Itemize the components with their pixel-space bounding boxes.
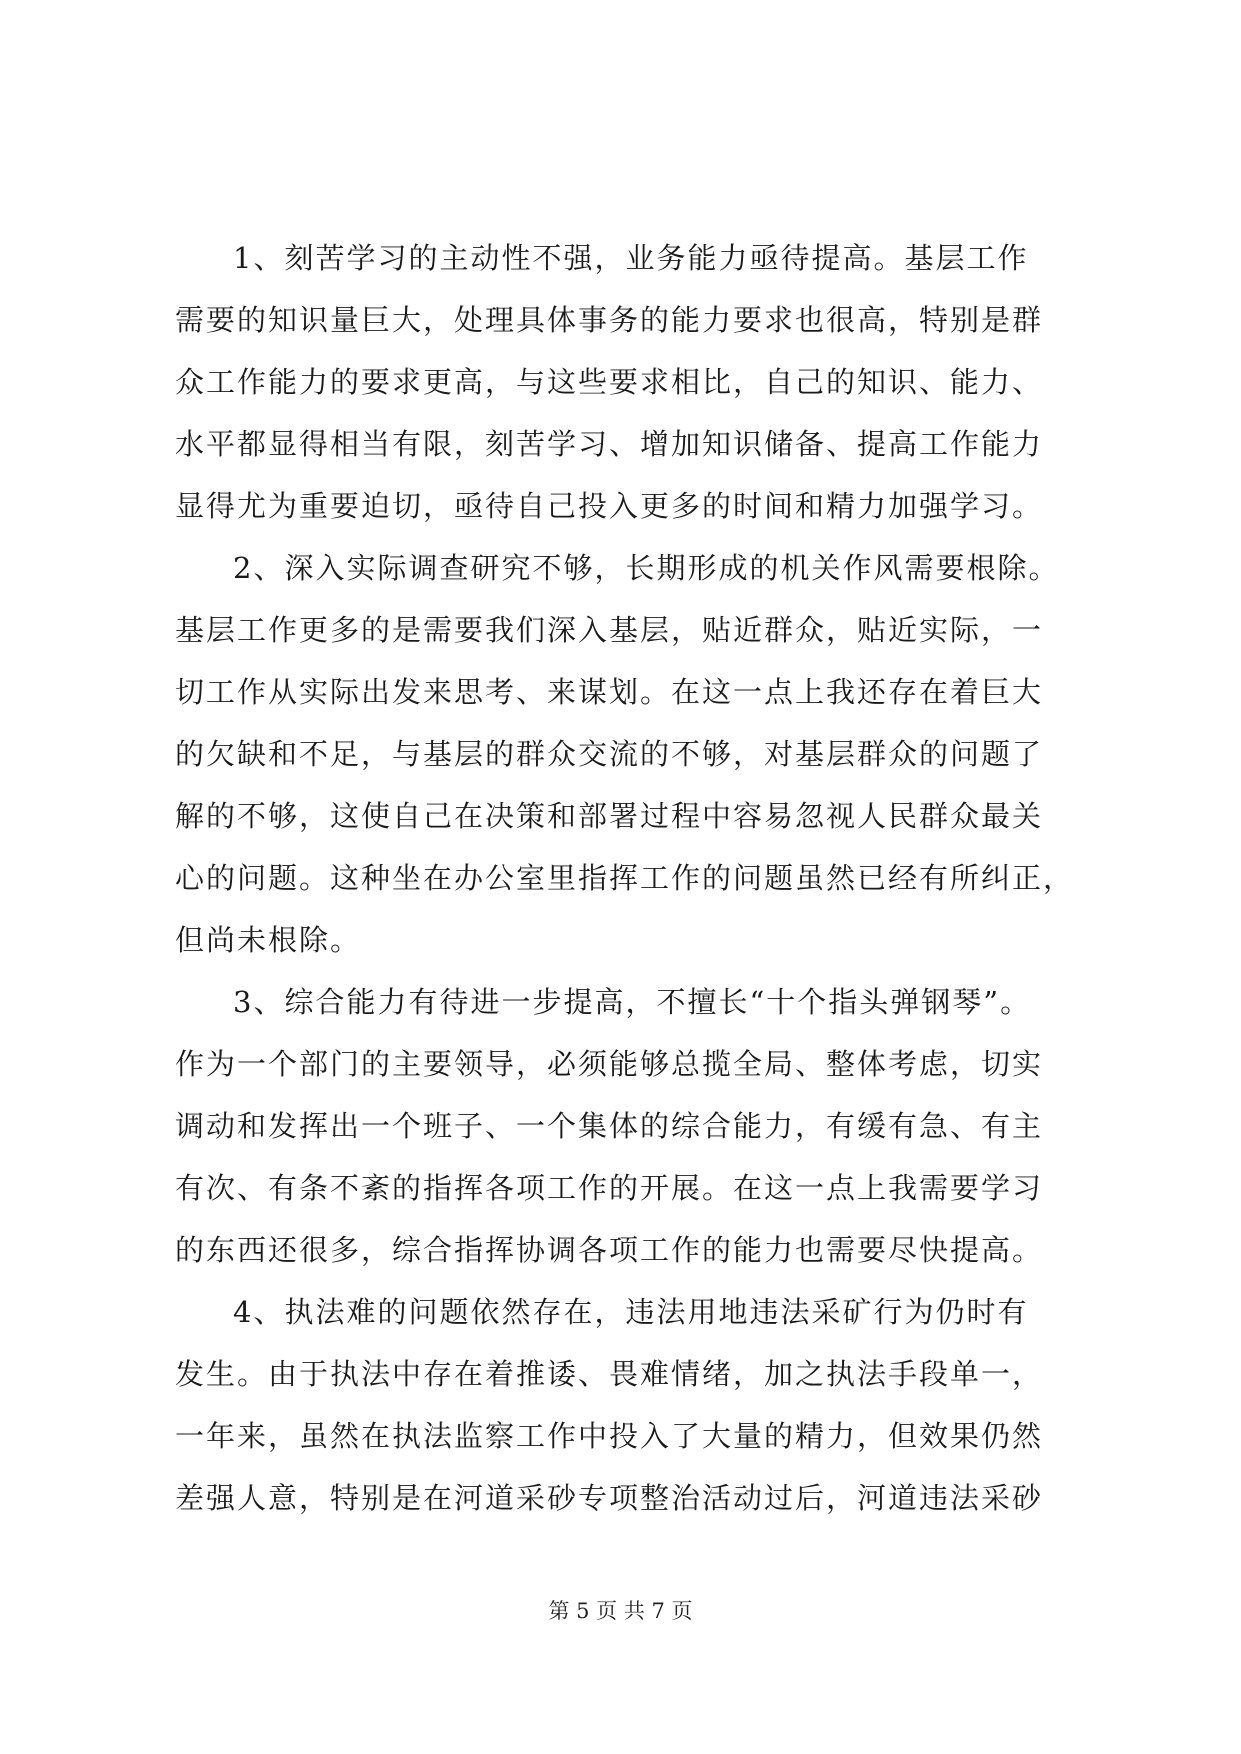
paragraph-line: 的欠缺和不足，与基层的群众交流的不够，对基层群众的问题了: [175, 737, 1044, 771]
paragraph-1: [175, 227, 1095, 537]
paragraph-line: 显得尤为重要迫切，亟待自己投入更多的时间和精力加强学习。: [175, 489, 1044, 523]
paragraph-line: 有次、有条不紊的指挥各项工作的开展。在这一点上我需要学习: [175, 1171, 1044, 1205]
paragraph-line: 2、深入实际调查研究不够，长期形成的机关作风需要根除。: [233, 551, 1060, 585]
paragraph-line: 但尚未根除。: [175, 923, 362, 957]
paragraph-line: 心的问题。这种坐在办公室里指挥工作的问题虽然已经有所纠正，: [175, 861, 1075, 895]
paragraph-line: 3、综合能力有待进一步提高，不擅长“十个指头弹钢琴”。: [233, 985, 1032, 1019]
paragraph-line: 基层工作更多的是需要我们深入基层，贴近群众，贴近实际，一: [175, 613, 1044, 647]
paragraph-3: [175, 971, 1095, 1281]
paragraph-line: 需要的知识量巨大，处理具体事务的能力要求也很高，特别是群: [175, 303, 1044, 337]
paragraph-line: 众工作能力的要求更高，与这些要求相比，自己的知识、能力、: [175, 365, 1044, 399]
paragraph-line: 切工作从实际出发来思考、来谋划。在这一点上我还存在着巨大: [175, 675, 1044, 709]
paragraph-line: 水平都显得相当有限，刻苦学习、增加知识储备、提高工作能力: [175, 427, 1044, 461]
paragraph-line: 1、刻苦学习的主动性不强，业务能力亟待提高。基层工作: [233, 241, 1029, 275]
document-body: [175, 227, 1095, 1529]
paragraph-2: [175, 537, 1095, 971]
paragraph-line: 发生。由于执法中存在着推诿、畏难情绪，加之执法手段单一，: [175, 1357, 1044, 1391]
paragraph-line: 的东西还很多，综合指挥协调各项工作的能力也需要尽快提高。: [175, 1233, 1044, 1267]
paragraph-line: 作为一个部门的主要领导，必须能够总揽全局、整体考虑，切实: [175, 1047, 1044, 1081]
paragraph-line: 一年来，虽然在执法监察工作中投入了大量的精力，但效果仍然: [175, 1419, 1044, 1453]
paragraph-line: 4、执法难的问题依然存在，违法用地违法采矿行为仍时有: [233, 1295, 1029, 1329]
paragraph-line: 差强人意，特别是在河道采砂专项整治活动过后，河道违法采砂: [175, 1481, 1044, 1515]
paragraph-line: 调动和发挥出一个班子、一个集体的综合能力，有缓有急、有主: [175, 1109, 1044, 1143]
page-number-footer: 第 5 页 共 7 页: [548, 1599, 693, 1623]
paragraph-4: [175, 1281, 1095, 1529]
paragraph-line: 解的不够，这使自己在决策和部署过程中容易忽视人民群众最关: [175, 799, 1044, 833]
